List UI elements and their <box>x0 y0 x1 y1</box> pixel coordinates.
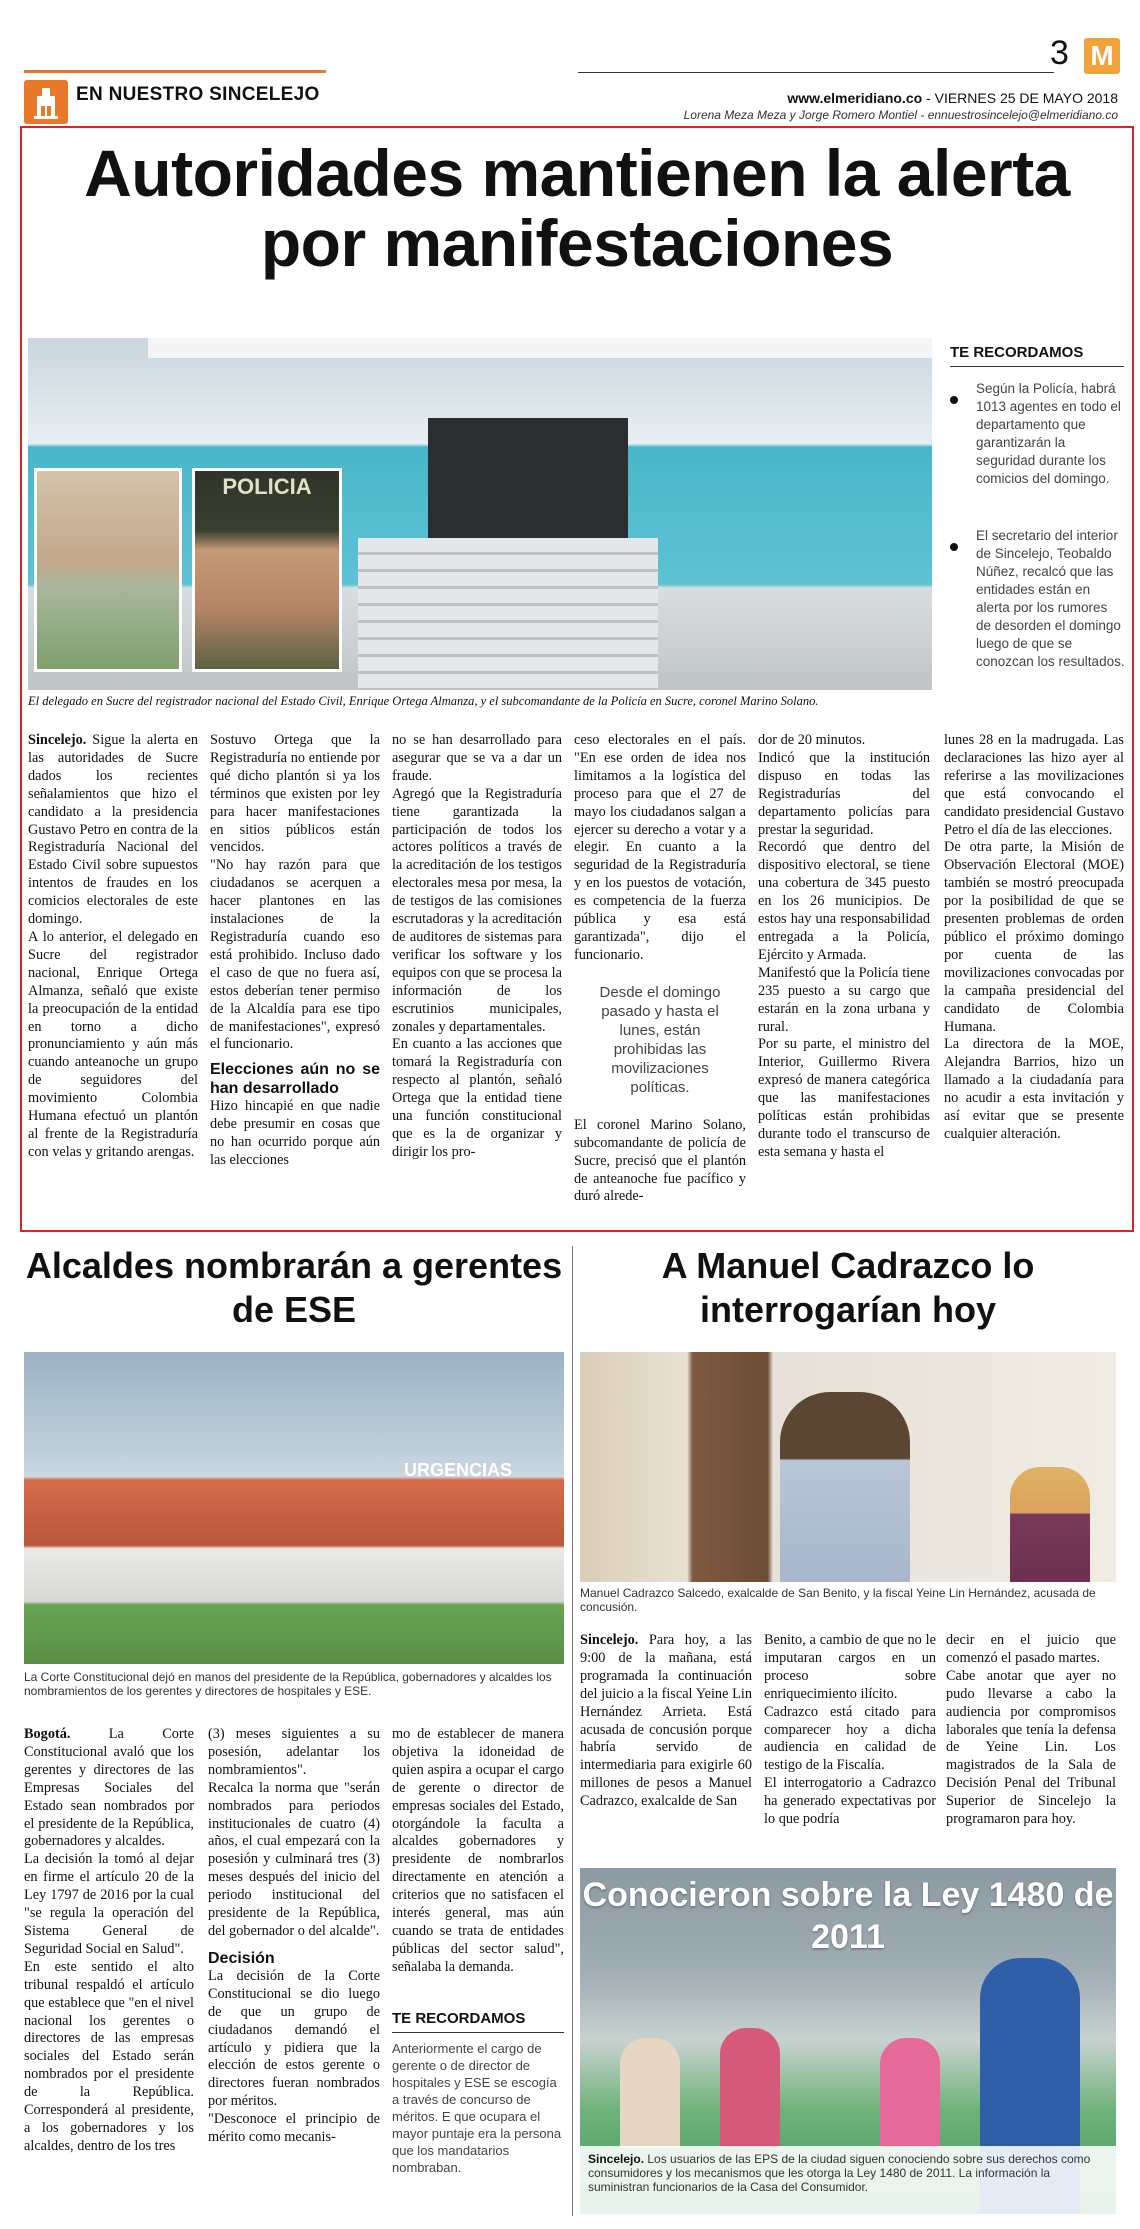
main-headline: Autoridades mantienen la alerta por manifestaciones <box>84 136 1070 280</box>
building-roof <box>148 338 932 358</box>
urgencias-sign: URGENCIAS <box>404 1460 513 1480</box>
paragraph: decir en el juicio que comenzó el pasado martes. <box>946 1632 1116 1666</box>
paragraph: lunes 28 en la madrugada. Las declaraciones las hizo ayer al referirse a las movilizaciones que está convocando el candidato presidencial Gustavo Petro el día de las elecciones. <box>944 732 1124 838</box>
paragraph <box>580 1632 752 1811</box>
authors-line: Lorena Meza Meza y Jorge Romero Montiel - ennuestrosincelejo@elmeridiano.co <box>683 108 1118 122</box>
ese-te-recordamos-text: Anteriormente el cargo de gerente o de director de hospitales y ESE se escogía a través de concurso de méritos. E que ocupara el mayor puntaje era la persona que los mandatarios nombraban. <box>392 2041 562 2175</box>
cadrazco-column-2 <box>764 1632 936 1829</box>
ese-column-3 <box>392 1726 564 1977</box>
main-column-4 <box>574 732 746 1206</box>
section-rule <box>24 70 326 73</box>
header-rule <box>578 72 1054 73</box>
dateline: Sincelejo. <box>588 2152 645 2166</box>
paragraph: De otra parte, la Misión de Observación Electoral (MOE) también se mostró preocupada por la posibilidad de que se presenten problemas de orden público el próximo domingo por cuenta de las movilizaciones convocadas por la campaña presidencial del candidato de Colombia Humana. <box>944 839 1124 1035</box>
bullet-icon <box>950 396 958 404</box>
newspaper-logo: M <box>1084 38 1120 74</box>
fiscal-figure <box>1010 1467 1090 1582</box>
attendee-figure <box>880 2038 940 2148</box>
ese-headline: Alcaldes nombrarán a gerentes de ESE <box>25 1245 563 1330</box>
paragraph: Por su parte, el ministro del Interior, Guillermo Rivera expresó de manera categórica que las manifestaciones políticas están prohibidas durante todo el transcurso de esta semana y hasta el <box>758 1036 930 1160</box>
cadrazco-column-3 <box>946 1632 1116 1829</box>
paragraph: Cadrazco está citado para comparecer hoy a dicha audiencia en calidad de testigo de la Fiscalía. <box>764 1703 936 1774</box>
paragraph: no se han desarrollado para asegurar que se va a dar un fraude. <box>392 732 562 784</box>
building-icon <box>24 80 68 124</box>
building-stairs <box>358 538 658 690</box>
ley-headline: Conocieron sobre la Ley 1480 de 2011 <box>582 1876 1114 1956</box>
dateline: Sincelejo. <box>28 732 87 748</box>
paragraph: (3) meses siguientes a su posesión, adelantar los nombramientos". <box>208 1726 380 1778</box>
site-date <box>787 90 1118 106</box>
paragraph: ceso electorales en el país. "En ese orden de idea nos limitamos a la logística del proceso para que el 27 de mayo los ciudadanos salgan a ejercer su derecho a votar y a elegir. En cuanto a la seguridad de la Registraduría y en los puestos de votación, es competencia de la fuerza pública y esa está garantizada", dijo el funcionario. <box>574 732 746 963</box>
paragraph: Benito, a cambio de que no le imputaran cargos en un proceso sobre enriquecimiento ilícito. <box>764 1632 936 1702</box>
paragraph: Hizo hincapié en que nadie debe presumir en cosas que no han ocurrido porque aún las elecciones <box>210 1098 380 1169</box>
cadrazco-column-1 <box>580 1632 752 1811</box>
paragraph-text: Sigue la alerta en las autoridades de Sucre dados los recientes señalamientos que hizo el candidato a la presidencia Gustavo Petro en contra de la Registraduría Nacional del Estado Civil sobre supuestos intentos de fraudes en los comicios electorales de este domingo. <box>28 732 198 928</box>
column-divider <box>572 1246 573 2216</box>
te-recordamos-title: TE RECORDAMOS <box>950 344 1084 361</box>
paragraph: El interrogatorio a Cadrazco ha generado expectativas por lo que podría <box>764 1775 936 1828</box>
paragraph: Sostuvo Ortega que la Registraduría no entiende por qué dicho plantón si ya los términos que existen por ley para hacer manifestaciones en sitios públicos están vencidos. <box>210 732 380 856</box>
dateline: Sincelejo. <box>580 1632 639 1648</box>
courtroom-photo <box>580 1352 1116 1582</box>
paragraph: Manifestó que la Policía tiene 235 puesto a su cargo que estarán en la zona urbana y rural. <box>758 964 930 1035</box>
issue-date: - VIERNES 25 DE MAYO 2018 <box>922 90 1118 106</box>
paragraph: Indicó que la institución dispuso en todas las Registradurías del departamento policías para prestar la seguridad. <box>758 749 930 838</box>
section-title: EN NUESTRO SINCELEJO <box>76 84 320 105</box>
ese-column-2 <box>208 1726 380 2147</box>
site-url[interactable]: www.elmeridiano.co <box>787 90 923 106</box>
paragraph: A lo anterior, el delegado en Sucre del registrador nacional, Enrique Ortega Almanza, señaló que existe la preocupación de la entidad en torno a dicho pronunciamiento y aún más cuando anteanoche un grupo de seguidores del movimiento Colombia Humana efectuó un plantón al frente de la Registraduría con velas y gritando arengas. <box>28 928 198 1160</box>
paragraph: La directora de la MOE, Alejandra Barrios, hizo un llamado a la ciudadanía para no acudir a esta invitación y así evitar que se presente cualquier alteración. <box>944 1036 1124 1142</box>
pull-quote: Desde el domingo pasado y hasta el lunes, están prohibidas las movilizaciones políticas. <box>599 983 721 1096</box>
paragraph: "Desconoce el principio de mérito como mecanis- <box>208 2111 380 2146</box>
ese-te-rule <box>392 2032 564 2033</box>
paragraph: Recalca la norma que "serán nombrados para periodos institucionales de cuatro (4) años, el cual empezará con la posesión y culminará tres (3) meses después del inicio del periodo institucional del presidente de la República, del gobernador o del alcalde". <box>208 1779 380 1939</box>
page-number: 3 <box>1050 34 1069 72</box>
ley-caption <box>580 2146 1116 2214</box>
paragraph: mo de establecer de manera objetiva la idoneidad de quien aspira a ocupar el cargo de gerente o director de empresas sociales del Estado, otorgándole la faculta a alcaldes gobernadores y presidente de nombrarlos directamente en atención a criterios que no satisfacen el interés general, mas aún cuando se trata de entidades públicas del sector salud", señalaba la demanda. <box>392 1726 564 1975</box>
paragraph: La decisión de la Corte Constitucional se dio luego de que un grupo de ciudadanos demandó el artículo y pidiera que la elección de estos gerente o directores fueran nombrados por méritos. <box>208 1967 380 2110</box>
police-cap-text: POLICIA <box>222 474 312 499</box>
bullet-icon <box>950 543 958 551</box>
subheading: Decisión <box>208 1949 275 1967</box>
ese-column-1 <box>24 1726 194 2156</box>
paragraph: La decisión la tomó al dejar en firme el artículo 20 de la Ley 1797 de 2016 por la cual "se regula la operación del Sistema General de Seguridad Social en Salud". <box>24 1851 194 1957</box>
cadrazco-headline: A Manuel Cadrazco lo interrogarían hoy <box>661 1245 1035 1330</box>
te-recordamos-item: Según la Policía, habrá 1013 agentes en todo el departamento que garantizarán la seguridad durante los comicios del domingo. <box>976 381 1121 486</box>
paragraph: En este sentido el alto tribunal respaldó el artículo que establece que "en el nivel nacional los gerentes o directores de las empresas sociales del Estado serán nombrados por el presidente de la República. Corresponderá al presidente, a los gobernadores y los alcaldes, dentro de los tres <box>24 1958 194 2154</box>
paragraph: Recordó que dentro del dispositivo electoral, se tiene una cobertura de 345 puesto en los 26 municipios. De estos hay una responsabilidad entregada a la Policía, Ejército y Armada. <box>758 839 930 963</box>
main-column-6 <box>944 732 1124 1144</box>
paragraph <box>28 732 198 929</box>
main-column-5 <box>758 732 930 1162</box>
paragraph: El coronel Marino Solano, subcomandante de policía de Sucre, precisó que el plantón de anteanoche fue pacífico y duró alrede- <box>574 1116 746 1205</box>
delegate-portrait <box>34 468 182 672</box>
hospital-photo <box>24 1352 564 1664</box>
main-column-2 <box>210 732 380 1170</box>
dateline: Bogotá. <box>24 1726 71 1742</box>
attendee-figure <box>620 2038 680 2148</box>
main-photo-caption: El delegado en Sucre del registrador nacional del Estado Civil, Enrique Ortega Almanza, y el subcomandante de la Policía en Sucre, coronel Marino Solano. <box>28 694 819 708</box>
paragraph: "No hay razón para que ciudadanos se acerquen a hacer plantones en las instalaciones de la Registraduría cuando eso está prohibido. Incluso dado el caso de que no fuera así, estos deberían tener permiso de la Alcaldía para ese tipo de manifestaciones", expresó el funcionario. <box>210 857 380 1053</box>
caption-text: Los usuarios de las EPS de la ciudad siguen conociendo sobre sus derechos como consumidores y los mecanismos que les otorga la Ley 1480 de 2011. La información la suministran funcionarios de la Casa del Consumidor. <box>588 2152 1091 2194</box>
paragraph-text: La Corte Constitucional avaló que los gerentes y directores de las Empresas Sociales del Estado sean nombrados por el presidente de la República, gobernadores y alcaldes. <box>24 1726 194 1850</box>
te-recordamos-item: El secretario del interior de Sincelejo, Teobaldo Núñez, recalcó que las entidades están en alerta por los rumores de desorden el domingo luego de que se conozcan los resultados. <box>976 528 1125 669</box>
paragraph: Cabe anotar que ayer no pudo llevarse a cabo la audiencia por compromisos laborales que tenía la defensa de Yeine Lin. Los magistrados de la Sala de Decisión Penal del Tribunal Superior de Sincelejo la programaron para hoy. <box>946 1667 1116 1828</box>
ese-photo-caption: La Corte Constitucional dejó en manos del presidente de la República, gobernadores y alcaldes los nombramientos de los gerentes y directores de hospitales y ESE. <box>24 1670 552 1698</box>
ese-te-recordamos-title: TE RECORDAMOS <box>392 2010 526 2027</box>
te-recordamos-rule <box>950 366 1124 367</box>
cadrazco-figure <box>780 1392 910 1582</box>
paragraph <box>24 1726 194 1851</box>
paragraph: Agregó que la Registraduría tiene garantizada la participación de todos los actores políticos a través de la acreditación de los testigos electorales mesa por mesa, la de testigos de las comisiones escrutadoras y la acreditación de auditores de sistemas para verificar los software y los equipos con que se procesa la información de los escrutinios municipales, zonales y departamentales. <box>392 785 562 1035</box>
paragraph-text: Para hoy, a las 9:00 de la mañana, está programada la continuación del juicio a la fiscal Yeine Lin Hernández Arrieta. Está acusada de concusión porque habría servido de intermediaria para exigirle 60 millones de pesos a Manuel Cadrazco, exalcalde de San <box>580 1632 752 1810</box>
main-column-1 <box>28 732 198 1162</box>
attendee-figure <box>720 2028 780 2148</box>
cadrazco-photo-caption: Manuel Cadrazco Salcedo, exalcalde de San Benito, y la fiscal Yeine Lin Hernández, acusada de concusión. <box>580 1586 1096 1614</box>
main-column-3 <box>392 732 562 1162</box>
paragraph: dor de 20 minutos. <box>758 732 866 748</box>
subheading: Elecciones aún no se han desarrollado <box>210 1061 380 1098</box>
paragraph: En cuanto a las acciones que tomará la Registraduría con respecto al plantón, señaló Ortega que la entidad tiene una función constitucional que es la de organizar y dirigir los pro- <box>392 1036 562 1160</box>
